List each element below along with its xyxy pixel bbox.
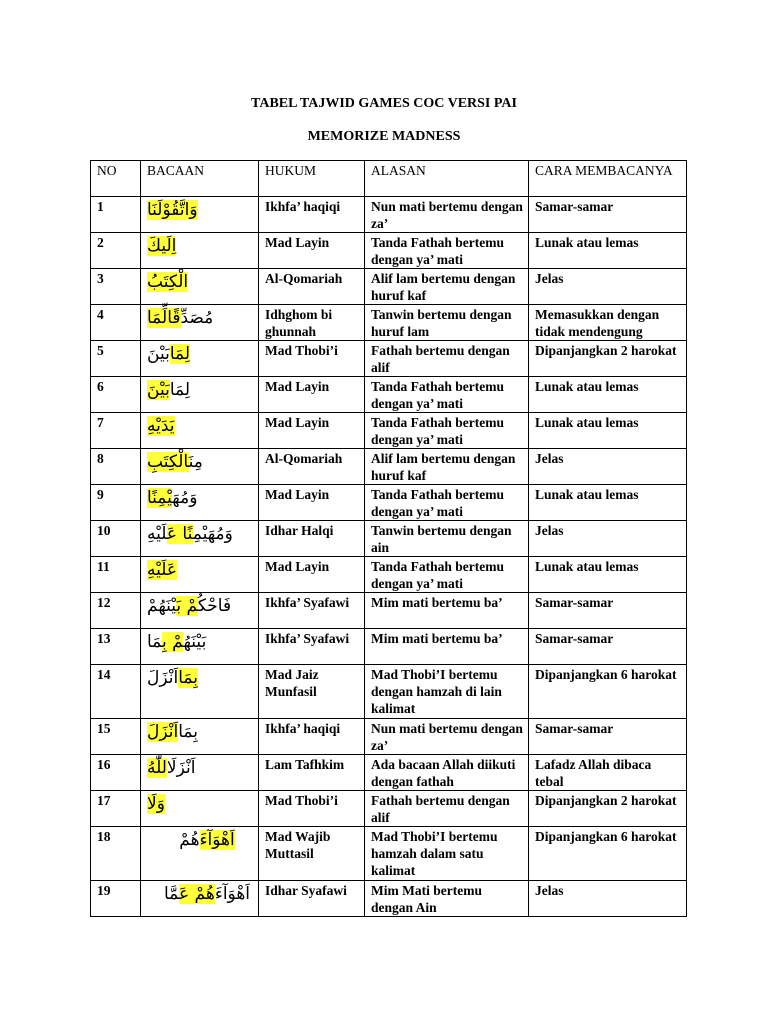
table-row [91, 449, 687, 485]
cell-cara-membacanya: Lafadz Allah dibaca tebal [529, 755, 687, 791]
arabic-segment: وَمُهَ [172, 488, 198, 508]
table-row [91, 665, 687, 719]
arabic-highlight: لِمَا [169, 344, 190, 364]
cell-cara-membacanya: Dipanjangkan 6 harokat [529, 665, 687, 719]
cell-no: 15 [91, 719, 141, 755]
cell-alasan: Ada bacaan Allah diikuti dengan fathah [365, 755, 529, 791]
cell-no: 16 [91, 755, 141, 791]
cell-hukum: Ikhfa’ haqiqi [259, 719, 365, 755]
arabic-segment: مَا [147, 632, 163, 652]
table-row [91, 233, 687, 269]
arabic-segment: فَاحْكُ [197, 596, 232, 616]
arabic-segment: مُصَدِّ [180, 308, 214, 328]
cell-bacaan [141, 557, 259, 593]
arabic-highlight: بِمَا [178, 668, 198, 688]
cell-bacaan [141, 521, 259, 557]
arabic-segment: اَنْزَلَ [166, 758, 196, 778]
cell-bacaan [141, 269, 259, 305]
cell-alasan: Nun mati bertemu dengan za’ [365, 197, 529, 233]
arabic-text [147, 377, 190, 403]
cell-bacaan [141, 719, 259, 755]
cell-alasan: Tanda Fathah bertemu dengan ya’ mati [365, 377, 529, 413]
table-row [91, 593, 687, 629]
header-alasan: ALASAN [365, 161, 529, 197]
arabic-highlight: اَنْزَلَ [147, 722, 179, 742]
cell-hukum: Mad Layin [259, 485, 365, 521]
cell-cara-membacanya: Memasukkan dengan tidak mendengung [529, 305, 687, 341]
cell-alasan: Alif lam bertemu dengan huruf kaf [365, 269, 529, 305]
arabic-highlight: هُمْ عَ [179, 884, 215, 904]
arabic-highlight: اللّٰهُ [147, 758, 167, 778]
cell-no: 2 [91, 233, 141, 269]
arabic-highlight: مْ بِ [162, 632, 184, 652]
cell-hukum: Lam Tafhkim [259, 755, 365, 791]
header-cara-membacanya: CARA MEMBACANYA [529, 161, 687, 197]
arabic-highlight: بَيْنَ [147, 380, 170, 400]
arabic-text [147, 755, 195, 781]
cell-alasan: Mim mati bertemu ba’ [365, 593, 529, 629]
cell-hukum: Ikhfa’ haqiqi [259, 197, 365, 233]
table-row [91, 485, 687, 521]
arabic-segment: لَيْهِ [147, 524, 167, 544]
cell-hukum: Mad Thobi’i [259, 791, 365, 827]
cell-alasan: Tanda Fathah bertemu dengan ya’ mati [365, 413, 529, 449]
arabic-segment: هُمْ [179, 830, 200, 850]
header-bacaan: BACAAN [141, 161, 259, 197]
cell-hukum: Idhar Syafawi [259, 881, 365, 917]
arabic-highlight: وَلَا [147, 794, 165, 814]
arabic-text [147, 449, 203, 475]
cell-cara-membacanya: Samar-samar [529, 629, 687, 665]
cell-bacaan [141, 197, 259, 233]
cell-hukum: Mad Thobi’i [259, 341, 365, 377]
cell-cara-membacanya: Jelas [529, 881, 687, 917]
table-row [91, 521, 687, 557]
cell-bacaan [141, 881, 259, 917]
cell-hukum: Idhghom bi ghunnah [259, 305, 365, 341]
table-row [91, 827, 687, 881]
cell-hukum: Al-Qomariah [259, 269, 365, 305]
arabic-segment: بَيْنَهُ [183, 632, 207, 652]
arabic-highlight: عَلَيْهِ [147, 560, 178, 580]
cell-cara-membacanya: Lunak atau lemas [529, 557, 687, 593]
cell-alasan: Mim mati bertemu ba’ [365, 629, 529, 665]
cell-alasan: Tanda Fathah bertemu dengan ya’ mati [365, 557, 529, 593]
cell-bacaan [141, 791, 259, 827]
cell-cara-membacanya: Samar-samar [529, 719, 687, 755]
arabic-highlight: الْكِتَبِ [147, 452, 189, 472]
arabic-text [147, 341, 190, 367]
document-subtitle: MEMORIZE MADNESS [307, 129, 461, 144]
arabic-text [147, 521, 233, 547]
arabic-highlight: اِلَيكَ [147, 236, 177, 256]
cell-no: 11 [91, 557, 141, 593]
cell-no: 14 [91, 665, 141, 719]
arabic-text [147, 485, 197, 511]
arabic-highlight: يْمِنًا [147, 488, 173, 508]
cell-bacaan [141, 377, 259, 413]
cell-bacaan [141, 305, 259, 341]
arabic-segment: مَّا [163, 884, 179, 904]
cell-bacaan [141, 413, 259, 449]
arabic-text [147, 413, 175, 439]
table-row [91, 413, 687, 449]
tajwid-table [90, 160, 687, 917]
cell-alasan: Mad Thobi’I bertemu dengan hamzah di lain kalimat [365, 665, 529, 719]
arabic-highlight: يَدَيْهِ [147, 416, 175, 436]
cell-alasan: Alif lam bertemu dengan huruf kaf [365, 449, 529, 485]
arabic-highlight: الْكِتَبُ [147, 272, 189, 292]
cell-no: 12 [91, 593, 141, 629]
arabic-highlight: نًا عَ [166, 524, 193, 544]
header-no: NO [91, 161, 141, 197]
table-row [91, 197, 687, 233]
arabic-segment: لِمَا [169, 380, 190, 400]
cell-cara-membacanya: Samar-samar [529, 593, 687, 629]
table-row [91, 755, 687, 791]
cell-no: 19 [91, 881, 141, 917]
cell-no: 1 [91, 197, 141, 233]
cell-hukum: Mad Jaiz Munfasil [259, 665, 365, 719]
arabic-segment: بَيْنَ [147, 344, 170, 364]
cell-cara-membacanya: Samar-samar [529, 197, 687, 233]
cell-alasan: Mad Thobi’I bertemu hamzah dalam satu kalimat [365, 827, 529, 881]
table-row [91, 629, 687, 665]
cell-cara-membacanya: Lunak atau lemas [529, 413, 687, 449]
cell-hukum: Ikhfa’ Syafawi [259, 629, 365, 665]
arabic-highlight: قًالِّمَا [147, 308, 181, 328]
arabic-text [147, 593, 231, 619]
arabic-segment: بِمَا [178, 722, 198, 742]
cell-bacaan [141, 233, 259, 269]
cell-alasan: Fathah bertemu dengan alif [365, 791, 529, 827]
arabic-highlight: اَهْوَآءَ [199, 830, 235, 850]
arabic-text [147, 719, 198, 745]
table-row [91, 305, 687, 341]
cell-alasan: Mim Mati bertemu dengan Ain [365, 881, 529, 917]
cell-cara-membacanya: Dipanjangkan 2 harokat [529, 791, 687, 827]
cell-hukum: Idhar Halqi [259, 521, 365, 557]
arabic-segment: يْنَهُمْ [147, 596, 177, 616]
cell-no: 8 [91, 449, 141, 485]
table-row [91, 341, 687, 377]
cell-no: 7 [91, 413, 141, 449]
arabic-text [147, 233, 176, 259]
arabic-segment: اَنْزَلَ [147, 668, 179, 688]
cell-alasan: Tanwin bertemu dengan ain [365, 521, 529, 557]
table-row [91, 377, 687, 413]
cell-no: 3 [91, 269, 141, 305]
arabic-text [147, 557, 177, 583]
cell-hukum: Mad Layin [259, 233, 365, 269]
arabic-segment: مِنَ [188, 452, 203, 472]
arabic-text [179, 827, 234, 853]
cell-cara-membacanya: Dipanjangkan 2 harokat [529, 341, 687, 377]
cell-no: 10 [91, 521, 141, 557]
arabic-segment: وَمُهَيْمِ [192, 524, 233, 544]
cell-bacaan [141, 665, 259, 719]
cell-bacaan [141, 485, 259, 521]
cell-no: 13 [91, 629, 141, 665]
cell-alasan: Nun mati bertemu dengan za’ [365, 719, 529, 755]
cell-hukum: Mad Layin [259, 413, 365, 449]
cell-no: 4 [91, 305, 141, 341]
cell-hukum: Mad Layin [259, 557, 365, 593]
arabic-highlight: وَاتَّقُوْلَنَا [147, 200, 198, 220]
cell-hukum: Al-Qomariah [259, 449, 365, 485]
cell-no: 5 [91, 341, 141, 377]
arabic-text [147, 665, 198, 691]
cell-cara-membacanya: Jelas [529, 269, 687, 305]
cell-no: 18 [91, 827, 141, 881]
arabic-highlight: مْ بَ [176, 596, 198, 616]
cell-bacaan [141, 449, 259, 485]
cell-hukum: Ikhfa’ Syafawi [259, 593, 365, 629]
cell-hukum: Mad Layin [259, 377, 365, 413]
table-row [91, 881, 687, 917]
cell-hukum: Mad Wajib Muttasil [259, 827, 365, 881]
cell-cara-membacanya: Jelas [529, 449, 687, 485]
cell-bacaan [141, 629, 259, 665]
cell-bacaan [141, 755, 259, 791]
cell-no: 6 [91, 377, 141, 413]
table-header-row [91, 161, 687, 197]
cell-cara-membacanya: Lunak atau lemas [529, 233, 687, 269]
document-title: TABEL TAJWID GAMES COC VERSI PAI [251, 96, 517, 111]
arabic-text [147, 305, 213, 331]
arabic-segment: اَهْوَآءَ [214, 884, 251, 904]
cell-cara-membacanya: Lunak atau lemas [529, 377, 687, 413]
table-row [91, 269, 687, 305]
cell-cara-membacanya: Dipanjangkan 6 harokat [529, 827, 687, 881]
arabic-text [147, 791, 165, 817]
cell-bacaan [141, 341, 259, 377]
arabic-text [147, 197, 198, 223]
table-row [91, 719, 687, 755]
cell-bacaan [141, 593, 259, 629]
cell-alasan: Tanda Fathah bertemu dengan ya’ mati [365, 233, 529, 269]
header-hukum: HUKUM [259, 161, 365, 197]
table-row [91, 791, 687, 827]
cell-alasan: Tanda Fathah bertemu dengan ya’ mati [365, 485, 529, 521]
table-row [91, 557, 687, 593]
arabic-text [147, 269, 188, 295]
cell-no: 17 [91, 791, 141, 827]
arabic-text [164, 881, 250, 907]
cell-cara-membacanya: Lunak atau lemas [529, 485, 687, 521]
cell-bacaan [141, 827, 259, 881]
cell-no: 9 [91, 485, 141, 521]
cell-cara-membacanya: Jelas [529, 521, 687, 557]
cell-alasan: Fathah bertemu dengan alif [365, 341, 529, 377]
cell-alasan: Tanwin bertemu dengan huruf lam [365, 305, 529, 341]
arabic-text [147, 629, 206, 655]
